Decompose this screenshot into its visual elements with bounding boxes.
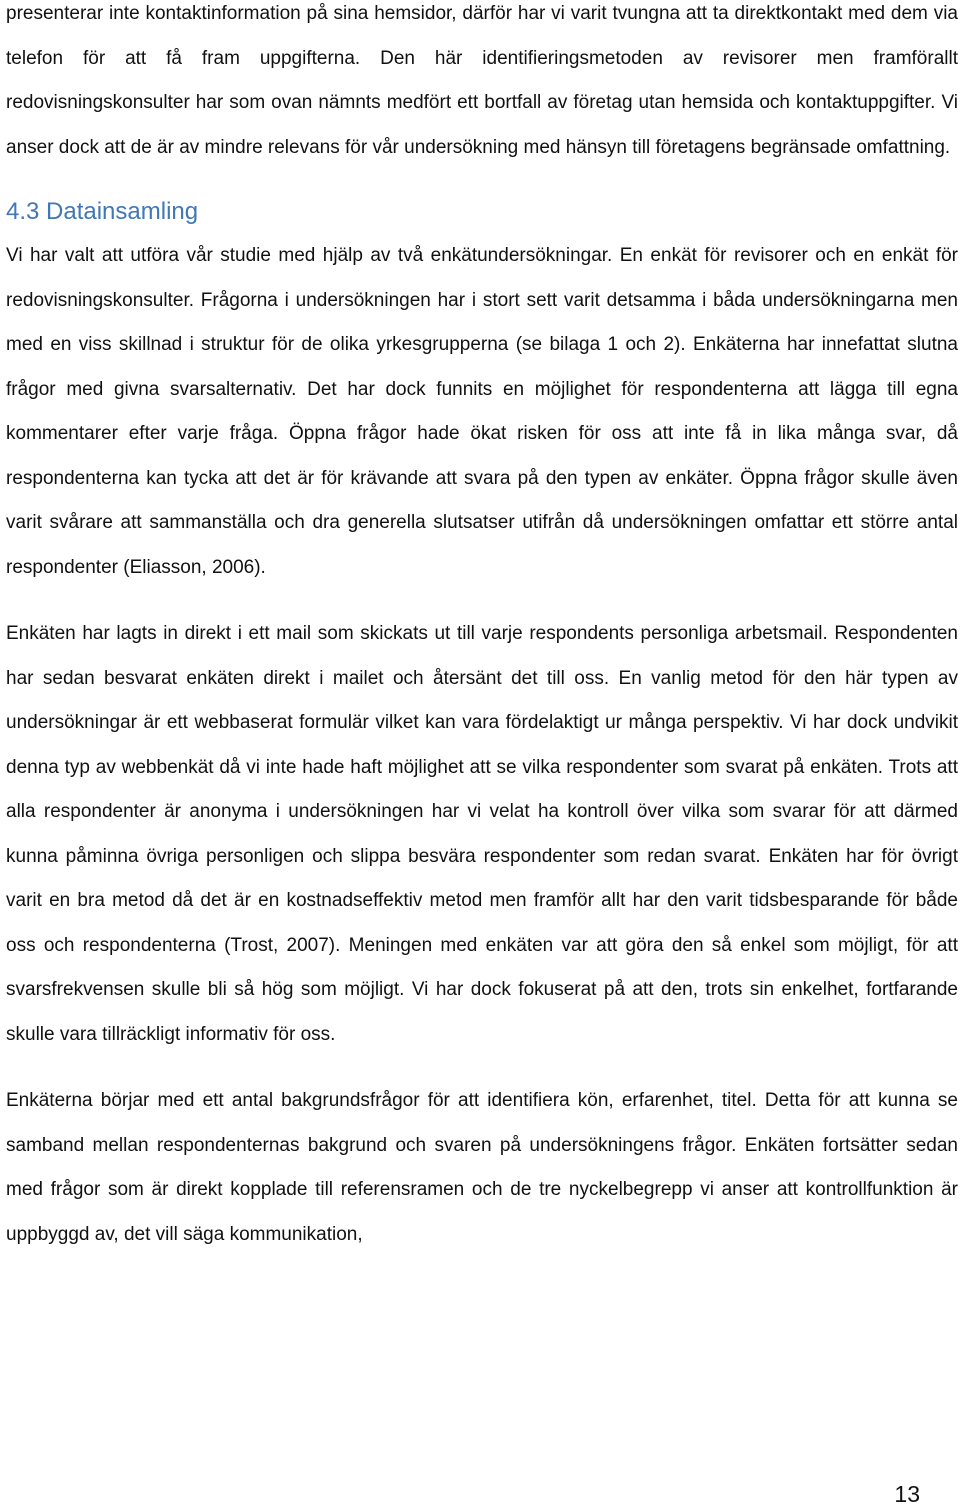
document-page [6,0,958,1257]
paragraph-survey-distribution: Enkäten har lagts in direkt i ett mail som skickats ut till varje respondents personliga arbetsmail. Respondenten har sedan besvarat enkäten direkt i mailet och återsänt det till oss. En vanlig metod för den här typen av undersökningar är ett webbaserat formulär vilket kan vara fördelaktigt ur många perspektiv. Vi har dock undvikit denna typ av webbenkät då vi inte hade haft möjlighet att se vilka respondenter som svarat på enkäten. Trots att alla respondenter är anonyma i undersökningen har vi velat ha kontroll över vilka som svarar för att därmed kunna påminna övriga personligen och slippa besvära respondenter som redan svarat. Enkäten har för övrigt varit en bra metod då det är en kostnadseffektiv metod men framför allt har den varit tidsbesparande för både oss och respondenterna (Trost, 2007). Meningen med enkäten var att göra den så enkel som möjligt, för att svarsfrekvensen skulle bli så hög som möjligt. Vi har dock fokuserat på att den, trots sin enkelhet, fortfarande skulle vara tillräckligt informativ för oss. [6,623,958,1045]
paragraph-data-collection: Vi har valt att utföra vår studie med hjälp av två enkätundersökningar. En enkät för revisorer och en enkät för redovisningskonsulter. Frågorna i undersökningen har i stort sett varit detsamma i båda undersökningarna men med en viss skillnad i struktur för de olika yrkesgrupperna (se bilaga 1 och 2). Enkäterna har innefattat slutna frågor med givna svarsalternativ. Det har dock funnits en möjlighet för respondenterna att lägga till egna kommentarer efter varje fråga. Öppna frågor hade ökat risken för oss att inte få in lika många svar, då respondenterna kan tycka att det är för krävande att svara på den typen av enkäter. Öppna frågor skulle även varit svårare att sammanställa och dra generella slutsatser utifrån då undersökningen omfattar ett större antal respondenter (Eliasson, 2006). [6,245,958,578]
paragraph-background-questions: Enkäterna börjar med ett antal bakgrundsfrågor för att identifiera kön, erfarenhet, titel. Detta för att kunna se samband mellan respondenternas bakgrund och svaren på undersökningens frågor. Enkäten fortsätter sedan med frågor som är direkt kopplade till referensramen och de tre nyckelbegrepp vi anser att kontrollfunktion är uppbyggd av, det vill säga kommunikation, [6,1090,958,1245]
section-heading: 4.3 Datainsamling [6,198,199,225]
paragraph-intro: presenterar inte kontaktinformation på sina hemsidor, därför har vi varit tvungna att ta direktkontakt med dem via telefon för att få fram uppgifterna. Den här identifieringsmetoden av revisorer men framförallt redovisningskonsulter har som ovan nämnts medfört ett bortfall av företag utan hemsida och kontaktuppgifter. Vi anser dock att de är av mindre relevans för vår undersökning med hänsyn till företagens begränsade omfattning. [6,3,958,158]
page-number: 13 [894,1481,920,1507]
